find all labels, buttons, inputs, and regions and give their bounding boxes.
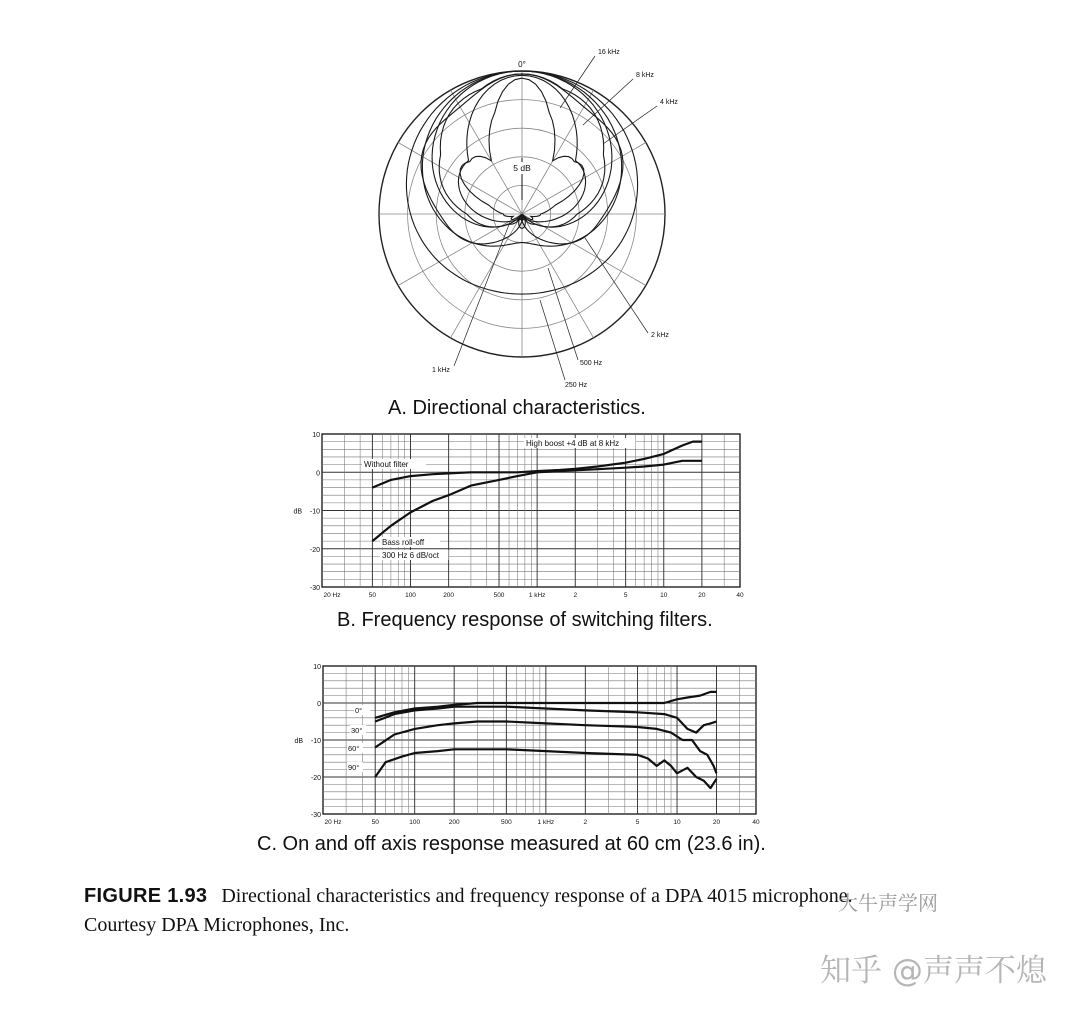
x-tick-label: 40 [736, 592, 744, 599]
chart-annotation: Without filter [364, 460, 409, 469]
polar-series-label: 4 kHz [660, 99, 678, 106]
x-tick-label: 500 [493, 592, 505, 599]
x-tick-label: 20 [712, 819, 721, 826]
polar-leader-line [548, 268, 578, 360]
series-label: 30° [351, 726, 363, 735]
figure-caption-line2: Courtesy DPA Microphones, Inc. [84, 914, 350, 936]
frequency-response-chart-b [293, 432, 744, 599]
x-tick-label: 100 [405, 592, 416, 599]
y-tick-label: 0 [317, 701, 321, 708]
polar-spoke [451, 214, 523, 338]
chart-annotation: Bass roll-off [382, 538, 425, 547]
x-tick-label: 50 [371, 819, 379, 826]
x-tick-label: 40 [752, 819, 760, 826]
y-tick-label: 10 [312, 432, 320, 439]
figure-caption-text: Directional characteristics and frequency response of a DPA 4015 microphone. [221, 885, 853, 907]
y-tick-label: -10 [310, 738, 321, 745]
x-tick-label: 2 [573, 592, 578, 599]
x-tick-label: 100 [409, 819, 421, 826]
x-tick-label: 20 Hz [324, 819, 342, 826]
series-label: 90° [348, 763, 360, 772]
x-tick-label: 1 kHz [528, 592, 546, 599]
series-label: 60° [348, 744, 360, 753]
watermark-primary: 知乎 @声声不熄 [820, 953, 1047, 989]
polar-series-label: 2 kHz [651, 332, 669, 339]
x-tick-label: 10 [673, 819, 681, 826]
series-label: 0° [355, 706, 363, 715]
polar-series-label: 500 Hz [580, 360, 603, 367]
y-tick-label: -30 [309, 585, 320, 592]
caption-b: B. Frequency response of switching filters. [337, 609, 713, 631]
polar-chart [379, 49, 678, 389]
x-tick-label: 50 [368, 592, 377, 599]
y-axis-label: dB [294, 738, 303, 745]
x-tick-label: 1 kHz [537, 819, 555, 826]
x-tick-label: 200 [443, 592, 455, 599]
polar-angle-label: 0° [518, 60, 526, 69]
y-axis-label: dB [293, 508, 302, 516]
frequency-response-chart-c [294, 664, 760, 826]
caption-a: A. Directional characteristics. [388, 397, 646, 419]
x-tick-label: 5 [635, 819, 640, 826]
chart-annotation: High boost +4 dB at 8 kHz [526, 439, 620, 448]
polar-spoke [522, 214, 594, 338]
y-tick-label: -20 [310, 775, 321, 782]
chart-annotation: 300 Hz 6 dB/oct [382, 551, 439, 560]
polar-leader-line [585, 238, 648, 333]
watermark-secondary: 大牛声学网 [838, 891, 938, 915]
y-tick-label: -30 [310, 812, 321, 819]
y-tick-label: 0 [316, 470, 320, 478]
y-tick-label: 10 [313, 664, 321, 671]
polar-series-label: 16 kHz [598, 49, 620, 56]
polar-scale-label: 5 dB [513, 163, 531, 173]
x-tick-label: 5 [623, 592, 628, 599]
x-tick-label: 500 [500, 819, 512, 826]
x-tick-label: 2 [583, 819, 588, 826]
polar-spoke [522, 143, 646, 215]
polar-series-label: 1 kHz [432, 367, 450, 374]
x-tick-label: 20 Hz [323, 592, 341, 599]
y-tick-label: -20 [309, 546, 320, 554]
x-tick-label: 10 [660, 592, 668, 599]
polar-spoke [522, 214, 646, 286]
x-tick-label: 20 [698, 592, 706, 599]
polar-spoke [398, 143, 522, 215]
caption-c: C. On and off axis response measured at 60 cm (23.6 in). [257, 833, 766, 855]
polar-spoke [398, 214, 522, 286]
polar-series-label: 250 Hz [565, 382, 588, 389]
figure-label: FIGURE 1.93 [84, 885, 208, 907]
figure-caption-line1 [84, 885, 853, 908]
polar-leader-line [540, 300, 565, 380]
x-tick-label: 200 [448, 819, 460, 826]
polar-series-label: 8 kHz [636, 72, 654, 79]
y-tick-label: -10 [309, 508, 320, 516]
